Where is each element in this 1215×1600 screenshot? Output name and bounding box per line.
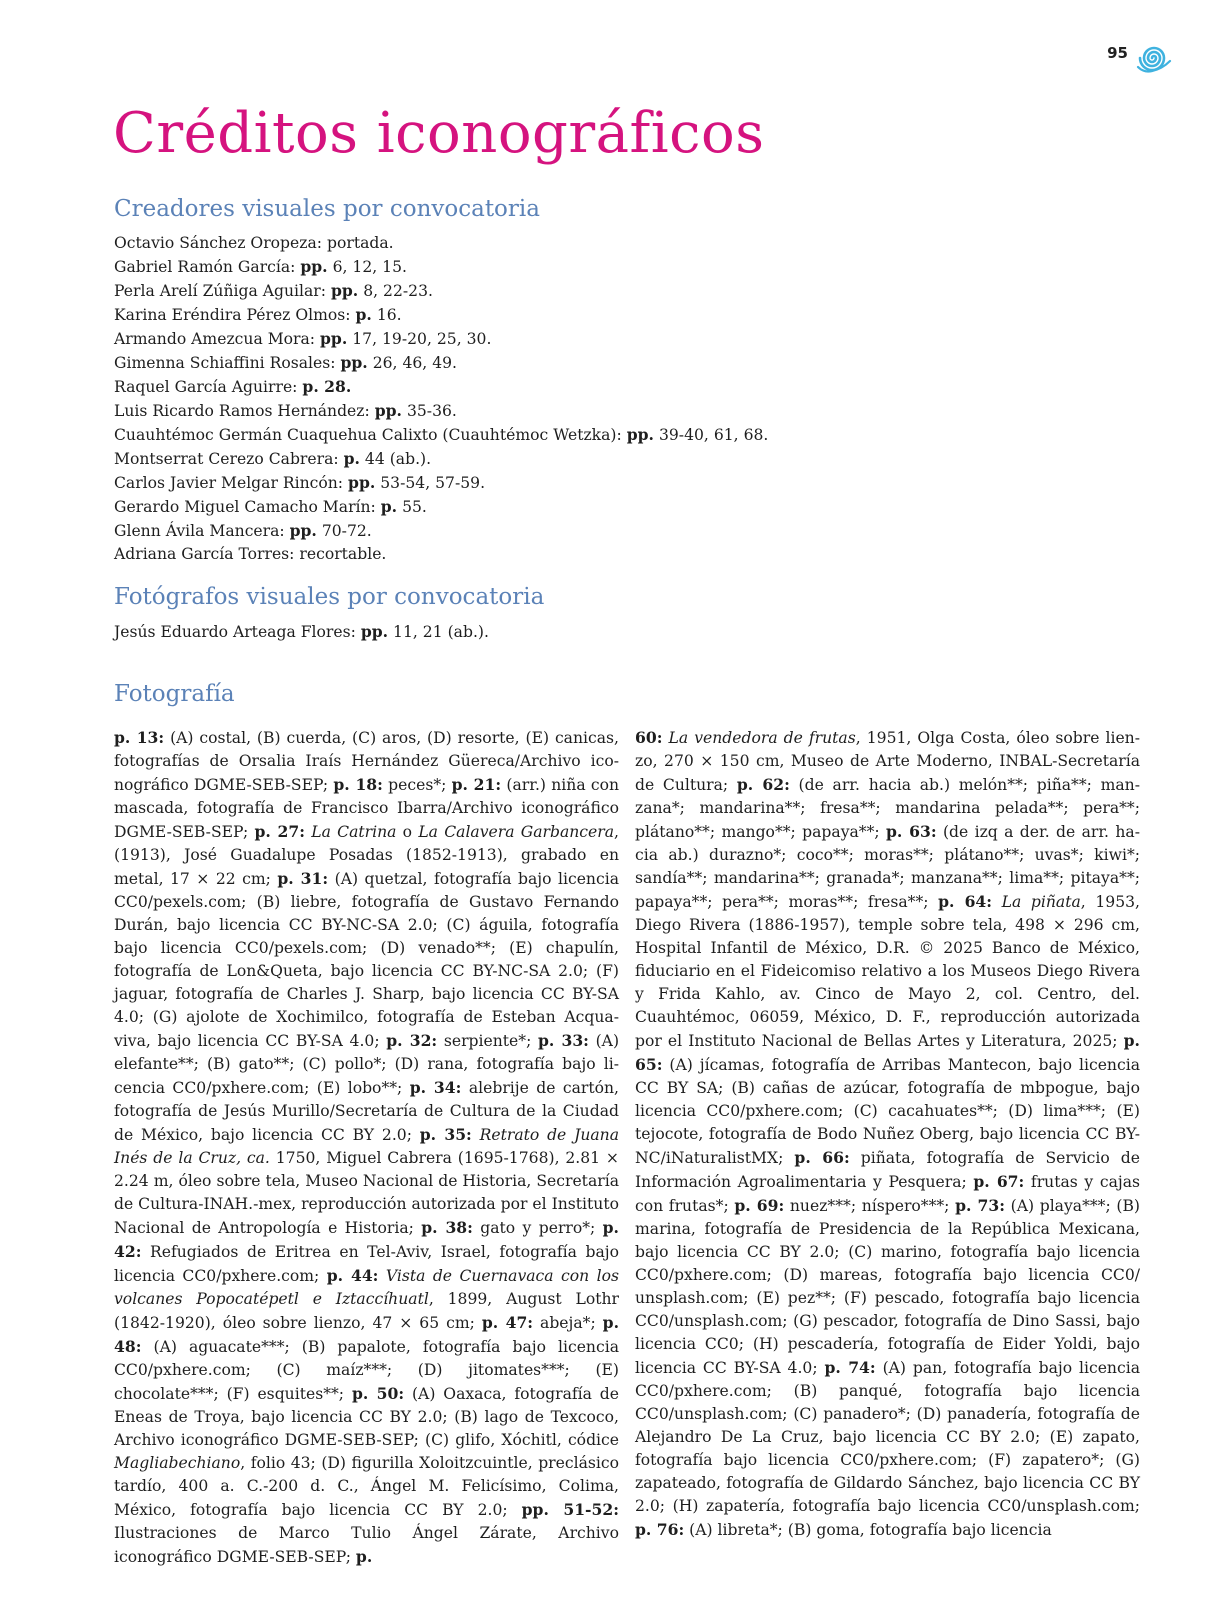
credits-column-right bbox=[635, 726, 1140, 1569]
credit-pages: 39-40, 61, 68. bbox=[658, 426, 769, 444]
credit-entry bbox=[114, 543, 768, 566]
section-heading-fotografia: Fotografía bbox=[114, 681, 235, 707]
page-reference: 60: bbox=[635, 728, 663, 747]
credit-name: Gabriel Ramón García: bbox=[114, 258, 296, 276]
page-reference: p. 62: bbox=[736, 775, 790, 794]
page-number: 95 bbox=[1107, 44, 1128, 62]
credit-page-label: p. 28. bbox=[302, 377, 352, 396]
credit-name: Karina Eréndira Pérez Olmos: bbox=[114, 306, 351, 324]
credit-pages: 55. bbox=[402, 498, 427, 516]
page-title: Créditos iconográficos bbox=[113, 101, 765, 166]
credit-text: (A) quetzal, fotografía bajo licencia CC0/pexels.com; (B) liebre, fotografía de Gustavo Fernando Durán, bajo licencia CC BY-NC-SA 2.0; (C) águila, fotografía bajo licencia CC0/pexels.com; (D) venado**; (E) chapulín, fotografía de Lon&Queta, bajo licencia CC BY-NC-SA 2.0; (F) jaguar, fotografía de Charles J. Sharp, bajo licencia CC BY-SA 4.0; (G) ajolote de Xochimilco, fotografía de Esteban Acquaviva, bajo licencia CC BY-SA 4.0; bbox=[114, 870, 619, 1050]
credit-list-fotografos bbox=[114, 620, 489, 644]
credit-text: (A) Oaxaca, fotografía de Eneas de Troya, bajo licencia CC BY 2.0; (B) lago de Texcoco, Archivo iconográfico DGME-SEB-SEP; (C) glifo, Xóchitl, códice bbox=[114, 1385, 620, 1449]
page-reference: p. 48: bbox=[114, 1313, 620, 1356]
credit-page-label: pp. bbox=[626, 425, 654, 444]
artwork-title: La Catrina bbox=[311, 823, 397, 841]
section-heading-creadores: Creadores visuales por convocatoria bbox=[114, 196, 540, 222]
credit-entry bbox=[114, 423, 768, 447]
page-reference: p. 65: bbox=[635, 1031, 1140, 1074]
credit-page-label: p. bbox=[380, 497, 398, 516]
credit-entry bbox=[114, 375, 768, 399]
credit-text bbox=[992, 893, 1002, 911]
credit-entry bbox=[114, 519, 768, 543]
credit-page-label: pp. bbox=[348, 473, 376, 492]
credit-pages: 44 (ab.). bbox=[364, 450, 432, 468]
credit-text: , 1951, Olga Costa, óleo sobre lienzo, 270 × 150 cm, Museo de Arte Moderno, INBAL-Secretaría de Cultura; bbox=[635, 729, 1141, 794]
credit-text: o bbox=[396, 823, 419, 841]
credit-name: Montserrat Cerezo Cabrera: bbox=[114, 450, 339, 468]
credit-page-label: pp. bbox=[340, 353, 368, 372]
credit-pages: portada. bbox=[327, 234, 394, 252]
credits-column-left bbox=[114, 726, 619, 1569]
page-reference: p. 66: bbox=[794, 1148, 850, 1167]
credit-text: peces*; bbox=[382, 776, 452, 794]
artwork-title: La Calavera Garbancera bbox=[418, 823, 615, 841]
credit-name: Perla Arelí Zúñiga Aguilar: bbox=[114, 282, 327, 300]
credit-text: (A) jícamas, fotografía de Arribas Mantecon, bajo licencia CC BY SA; (B) cañas de azúcar, fotografía de mbpogue, bajo licencia CC0/pxhere.com; (C) cacahuates**; (D) lima***; (E) tejocote, fotografía de Bodo Nuñez Oberg, bajo licencia CC BY-NC/iNaturalistMX; bbox=[635, 1056, 1140, 1167]
credit-list-creadores bbox=[114, 232, 768, 566]
credit-entry bbox=[114, 620, 489, 644]
credit-page-label: p. bbox=[355, 305, 372, 324]
credit-name: Cuauhtémoc Germán Cuaquehua Calixto (Cuauhtémoc Wetzka): bbox=[114, 426, 622, 444]
credit-text: (A) elefante**; (B) gato**; (C) pollo*; (D) rana, fotografía bajo licencia CC0/pxhere.com; (E) lobo**; bbox=[114, 1032, 620, 1097]
credit-text: 1750, Miguel Cabrera (1695-1768), 2.81 × 2.24 m, óleo sobre tela, Museo Nacional de Historia, Secretaría de Cultura-INAH.-mex, reproducción autorizada por el Instituto Nacional de Antropología e Historia; bbox=[114, 1149, 620, 1237]
artwork-title: Retrato de Juana Inés de la Cruz, ca. bbox=[114, 1126, 620, 1167]
credit-entry bbox=[114, 351, 768, 375]
page-reference: p. 13: bbox=[114, 728, 165, 747]
credit-text: (de izq a der. de arr. hacia ab.) durazno*; coco**; moras**; plátano**; uvas*; kiwi*; sandía**; mandarina**; granada*; manzana**; lima**; pitaya**; papaya**; pera**; moras**; fresa**; bbox=[635, 823, 1140, 911]
credit-text: piñata, fotografía de Servicio de Información Agroalimentaria y Pesquera; bbox=[635, 1149, 1140, 1191]
credit-text: alebrije de cartón, fotografía de Jesús Murillo/Secretaría de Cultura de la Ciudad de México, bajo licencia CC BY 2.0; bbox=[114, 1079, 619, 1144]
page-reference: p. 38: bbox=[421, 1218, 473, 1237]
spiral-wave-icon bbox=[1134, 37, 1174, 77]
credit-entry bbox=[114, 447, 768, 471]
credit-name: Gimenna Schiaffini Rosales: bbox=[114, 354, 336, 372]
page-reference: p. 50: bbox=[351, 1384, 405, 1403]
page-reference: p. 74: bbox=[824, 1358, 876, 1377]
credit-pages: 70-72. bbox=[321, 522, 372, 540]
credit-text: Ilustraciones de Marco Tulio Ángel Zárate, Archivo iconográfico DGME-SEB-SEP; bbox=[114, 1524, 619, 1566]
credit-text: (de arr. hacia ab.) melón**; piña**; manzana*; mandarina**; fresa**; mandarina pelada**; pera**; plátano**; mango**; papaya**; bbox=[635, 776, 1141, 841]
credit-pages: recortable. bbox=[299, 545, 387, 563]
credit-text: Refugiados de Eritrea en Tel-Aviv, Israel, fotografía bajo licencia CC0/pxhere.com; bbox=[114, 1243, 619, 1285]
page-reference: p. 35: bbox=[419, 1125, 472, 1144]
credit-pages: 35-36. bbox=[406, 402, 457, 420]
page-reference: p. 47: bbox=[481, 1313, 534, 1332]
page-reference: p. 63: bbox=[886, 822, 937, 841]
credit-entry bbox=[114, 327, 768, 351]
credit-pages: 6, 12, 15. bbox=[332, 258, 407, 276]
credit-name: Glenn Ávila Mancera: bbox=[114, 522, 285, 540]
credit-pages: 17, 19-20, 25, 30. bbox=[352, 330, 492, 348]
credit-pages: 16. bbox=[376, 306, 402, 324]
credit-page-label: pp. bbox=[289, 521, 317, 540]
page-reference: p. 76: bbox=[635, 1520, 685, 1539]
credit-name: Luis Ricardo Ramos Hernández: bbox=[114, 402, 370, 420]
credit-text: , (1913), José Guadalupe Posadas (1852-1913), grabado en metal, 17 × 22 cm; bbox=[114, 823, 619, 888]
page-reference: p. 33: bbox=[538, 1031, 589, 1050]
credit-name: Armando Amezcua Mora: bbox=[114, 330, 316, 348]
page-reference: pp. 51-52: bbox=[521, 1500, 619, 1519]
page-reference: p. 67: bbox=[973, 1172, 1025, 1191]
credit-text: (A) playa***; (B) marina, fotografía de Presidencia de la República Mexicana, bajo licencia CC BY 2.0; (C) marino, fotografía bajo licencia CC0/pxhere.com; (D) mareas, fotografía bajo licencia CC0/ unsplash.com; (E) pez**; (F) pescado, fotografía bajo licencia CC0/unsplash.com; (G) pescador, fotografía de Dino Sassi, bajo licencia CC0; (H) pescadería, fotografía de Eider Yoldi, bajo licencia CC BY-SA 4.0; bbox=[635, 1197, 1141, 1377]
credit-text bbox=[472, 1126, 480, 1144]
credit-text: frutas y cajas con frutas*; bbox=[635, 1173, 1141, 1215]
credit-page-label: p. bbox=[343, 449, 360, 468]
artwork-title: Magliabechiano bbox=[114, 1454, 241, 1472]
credit-pages: 8, 22-23. bbox=[363, 282, 433, 300]
credit-name: Carlos Javier Melgar Rincón: bbox=[114, 474, 344, 492]
credit-text: , 1953, Diego Rivera (1886-1957), temple sobre tela, 498 × 296 cm, Hospital Infantil de México, D.R. © 2025 Banco de México, fiduciario en el Fideicomiso relativo a los Museos Diego Rivera y Frida Kahlo, av. Cinco de Mayo 2, col. Centro, del. Cuauhtémoc, 06059, México, D. F., reproducción autorizada por el Instituto Nacional de Bellas Artes y Literatura, 2025; bbox=[635, 893, 1141, 1050]
credit-text: (A) costal, (B) cuerda, (C) aros, (D) resorte, (E) canicas, fotografías de Orsalia Iraís Hernández Güereca/Archivo iconográfico DGME-SEB-SEP; bbox=[114, 729, 620, 794]
page-reference: p. 34: bbox=[409, 1078, 462, 1097]
credit-page-label: pp. bbox=[360, 622, 389, 641]
credit-text: (A) libreta*; (B) goma, fotografía bajo licencia bbox=[684, 1521, 1052, 1539]
credit-pages: 11, 21 (ab.). bbox=[393, 623, 489, 641]
credit-name: Raquel García Aguirre: bbox=[114, 378, 298, 396]
credit-page-label: pp. bbox=[330, 281, 359, 300]
page-reference: p. 69: bbox=[734, 1196, 785, 1215]
page-reference: p. 31: bbox=[277, 869, 329, 888]
credit-text: , 1899, August Lothr (1842-1920), óleo sobre lienzo, 47 × 65 cm; bbox=[114, 1290, 619, 1332]
artwork-title: La piñata bbox=[1001, 893, 1081, 911]
page-reference: p. 44: bbox=[326, 1266, 379, 1285]
page-reference: p. 42: bbox=[114, 1218, 619, 1261]
credit-text: , folio 43; (D) figurilla Xoloitzcuintle, preclásico tardío, 400 a. C.-200 d. C., Ángel M. Felicísimo, Colima, México, fotografía bajo licencia CC BY 2.0; bbox=[114, 1454, 619, 1519]
credit-page-label: pp. bbox=[374, 401, 402, 420]
credit-text: abeja*; bbox=[533, 1314, 603, 1332]
credit-text: gato y perro*; bbox=[472, 1219, 603, 1237]
credits-columns bbox=[114, 726, 1140, 1569]
credit-entry bbox=[114, 232, 768, 255]
credit-page-label: pp. bbox=[300, 257, 328, 276]
credit-name: Octavio Sánchez Oropeza: bbox=[114, 234, 323, 252]
page-reference: p. bbox=[355, 1547, 373, 1566]
credit-entry bbox=[114, 399, 768, 423]
page-reference: p. 21: bbox=[451, 775, 502, 794]
credit-pages: 26, 46, 49. bbox=[372, 354, 457, 372]
artwork-title: La vendedora de frutas bbox=[668, 729, 856, 747]
credit-text: (A) aguacate***; (B) papalote, fotografía bajo licencia CC0/pxhere.com; (C) maíz***; (D) jitomates***; (E) chocolate***; (F) esquites**; bbox=[114, 1338, 619, 1403]
page-reference: p. 73: bbox=[955, 1196, 1005, 1215]
credit-name: Gerardo Miguel Camacho Marín: bbox=[114, 498, 376, 516]
credit-entry bbox=[114, 495, 768, 519]
credit-name: Jesús Eduardo Arteaga Flores: bbox=[114, 623, 356, 641]
section-heading-fotografos: Fotógrafos visuales por convocatoria bbox=[114, 584, 545, 610]
credit-text: (arr.) niña con mascada, fotografía de Francisco Ibarra/Archivo iconográfico DGME-SEB-SEP; bbox=[114, 776, 620, 841]
page-reference: p. 18: bbox=[333, 775, 383, 794]
credit-text: serpiente*; bbox=[437, 1032, 538, 1050]
page-reference: p. 27: bbox=[254, 822, 305, 841]
credit-entry bbox=[114, 471, 768, 495]
credit-pages: 53-54, 57-59. bbox=[380, 474, 486, 492]
credit-text bbox=[378, 1267, 385, 1285]
credit-page-label: pp. bbox=[320, 329, 348, 348]
credit-entry bbox=[114, 303, 768, 327]
credit-text: (A) pan, fotografía bajo licencia CC0/pxhere.com; (B) panqué, fotografía bajo licencia CC0/unsplash.com; (C) panadero*; (D) panadería, fotografía de Alejandro De La Cruz, bajo licencia CC BY 2.0; (E) zapato, fotografía bajo licencia CC0/pxhere.com; (F) zapatero*; (G) zapateado, fotografía de Gildardo Sánchez, bajo licencia CC BY 2.0; (H) zapatería, fotografía bajo licencia CC0/unsplash.com; bbox=[635, 1359, 1140, 1515]
artwork-title: Vista de Cuernavaca con los volcanes Popocatépetl e Iztaccíhuatl bbox=[114, 1267, 619, 1308]
page-reference: p. 64: bbox=[938, 892, 993, 911]
credit-text: nuez***; níspero***; bbox=[784, 1197, 956, 1215]
credit-name: Adriana García Torres: bbox=[114, 545, 295, 563]
credit-entry bbox=[114, 279, 768, 303]
credit-entry bbox=[114, 255, 768, 279]
page-reference: p. 32: bbox=[386, 1031, 438, 1050]
